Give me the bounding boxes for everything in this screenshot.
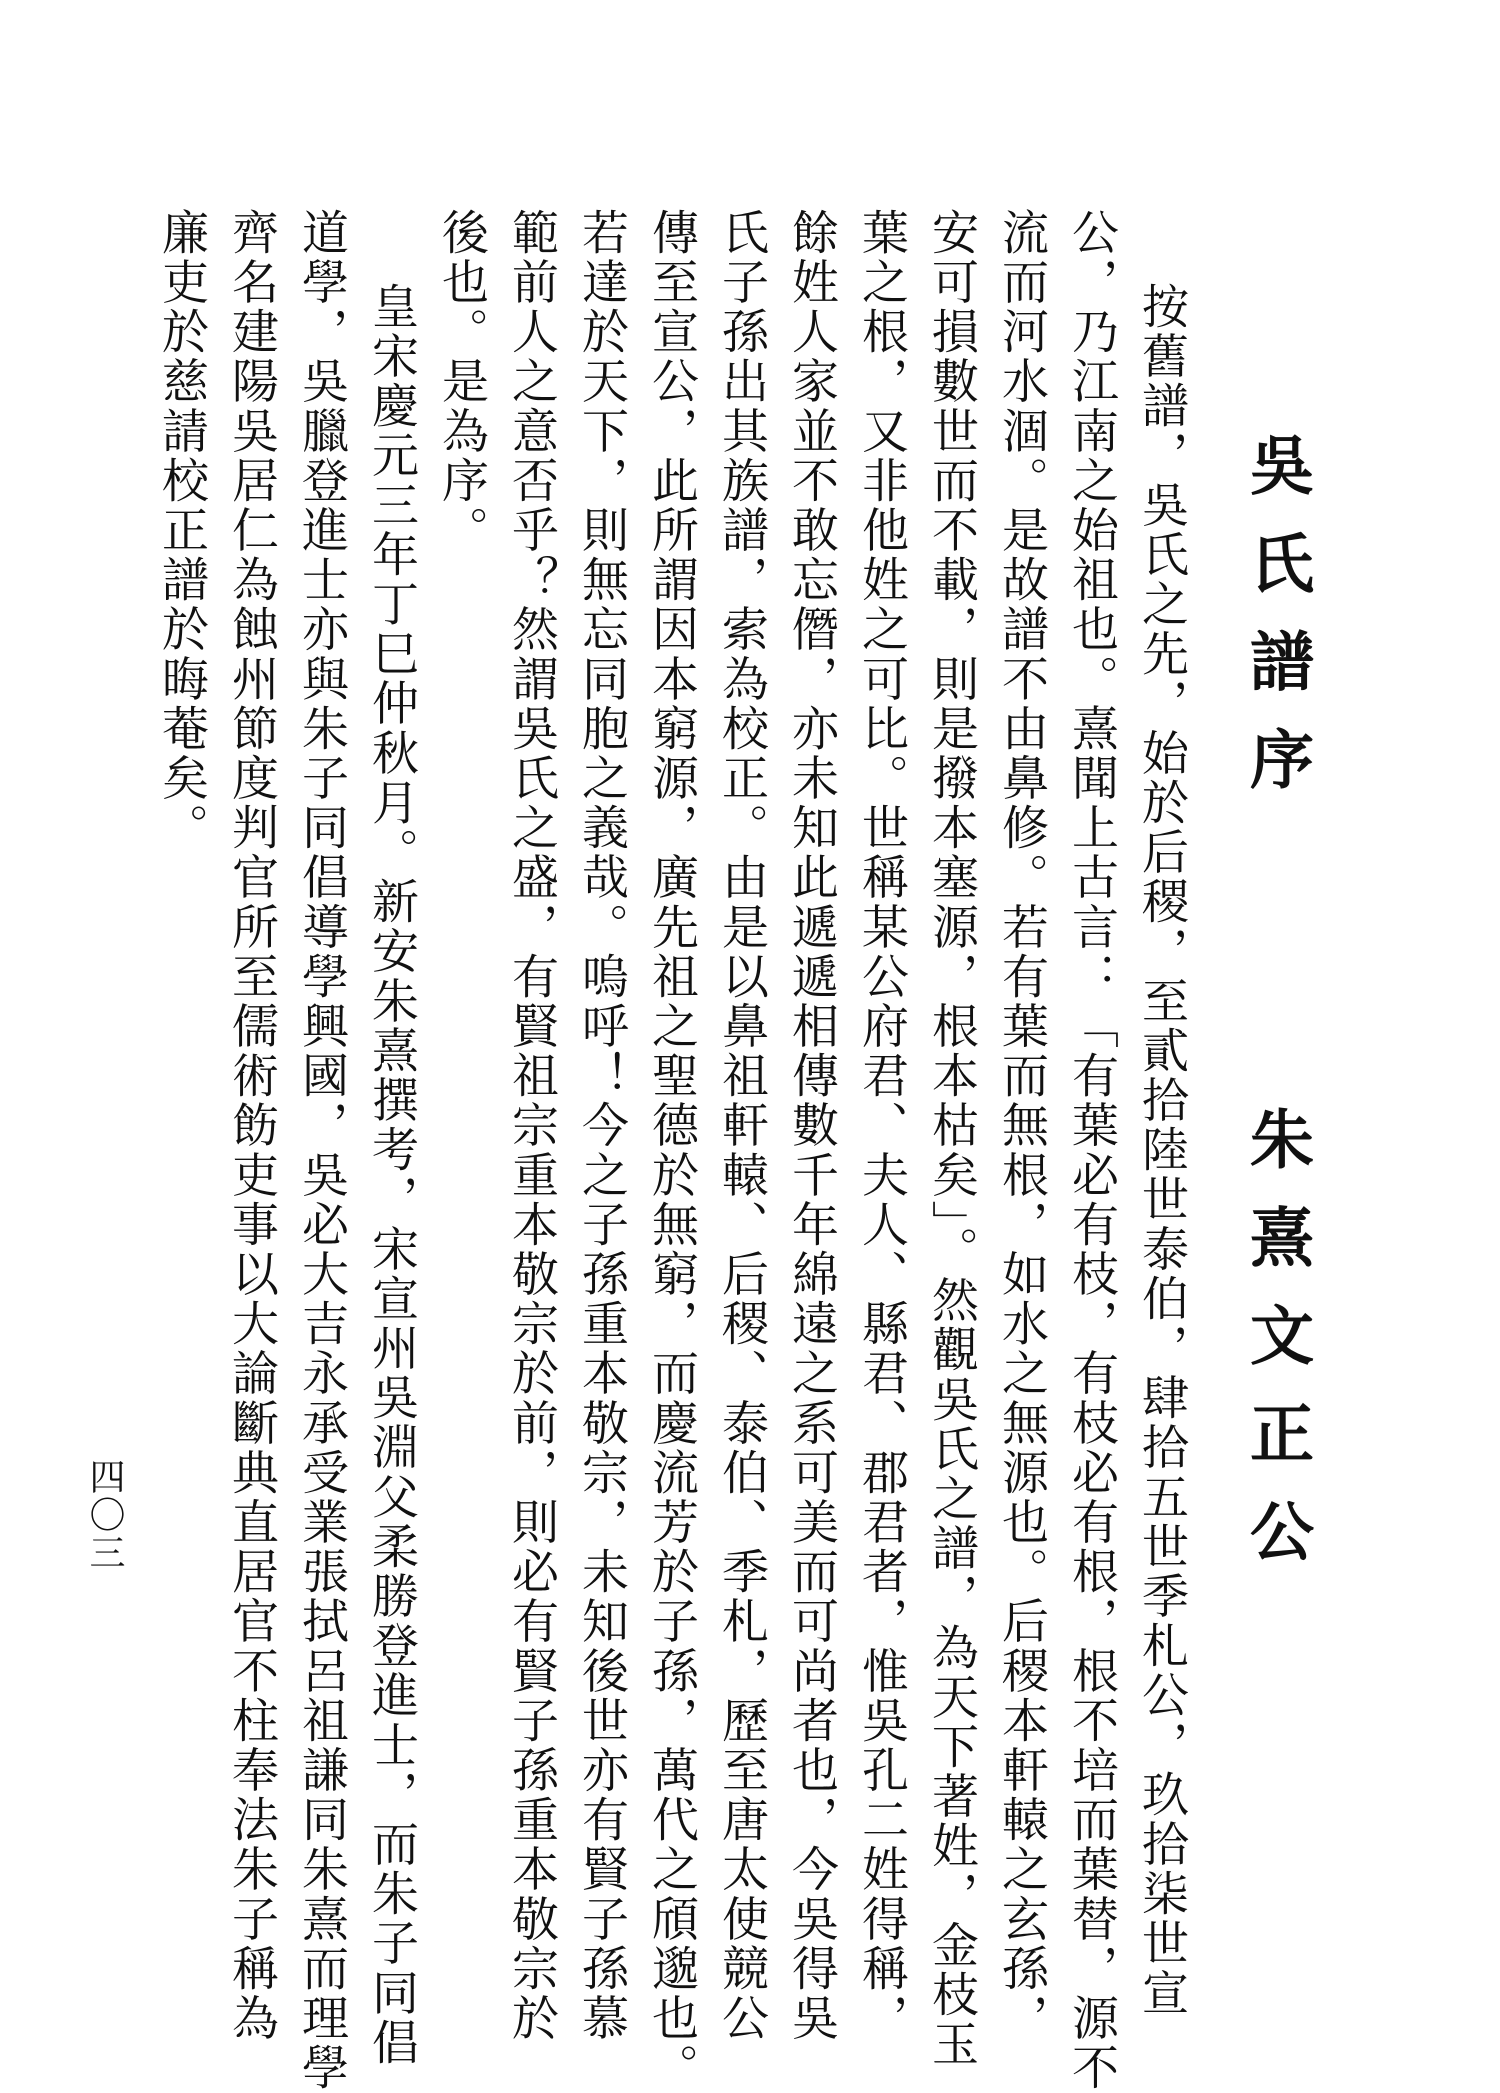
text-column-12: 皇宋慶元三年丁巳仲秋月。新安朱熹撰考，宋宣州吳淵父柔勝登進士，而朱子同倡: [364, 282, 419, 2068]
text-column-1: 按舊譜，吳氏之先，始於后稷，至貳拾陸世泰伯，肆拾五世季札公，玖拾柒世宣: [1134, 282, 1189, 2018]
text-column-4: 安可損數世而不載，則是撥本塞源，根本枯矣」。然觀吳氏之譜，為天下著姓，金枝玉: [924, 208, 979, 2070]
text-column-10: 範前人之意否乎？然謂吳氏之盛，有賢祖宗重本敬宗於前，則必有賢子孫重本敬宗於: [504, 208, 559, 2044]
text-column-6: 餘姓人家並不敢忘僭，亦未知此遞遞相傳數千年綿遠之系可美而可尚者也，今吳得吳: [784, 208, 839, 2044]
text-column-9: 若達於天下，則無忘同胞之義哉。嗚呼！今之子孫重本敬宗，未知後世亦有賢子孫慕: [574, 208, 629, 2044]
text-column-8: 傳至宣公，此所謂因本窮源，廣先祖之聖德於無窮，而慶流芳於子孫，萬代之頎邈也。: [644, 208, 699, 2093]
document-author: 朱熹文正公: [1239, 1106, 1314, 1596]
text-column-3: 流而河水涸。是故譜不由鼻修。若有葉而無根，如水之無源也。后稷本軒轅之玄孫，: [994, 208, 1049, 2044]
document-title: 吳氏譜序: [1239, 432, 1314, 824]
text-column-11: 後也。是為序。: [434, 208, 489, 556]
text-column-14: 齊名建陽吳居仁為蝕州節度判官所至儒術飭吏事以大論斷典直居官不柱奉法朱子稱為: [224, 208, 279, 2044]
text-column-5: 葉之根，又非他姓之可比。世稱某公府君、夫人、縣君、郡君者，惟吳孔二姓得稱，: [854, 208, 909, 2044]
text-column-15: 廉吏於慈請校正譜於晦菴矣。: [154, 208, 209, 853]
text-column-2: 公，乃江南之始祖也。熹聞上古言：「有葉必有枝，有枝必有根，根不培而葉替，源不: [1064, 208, 1119, 2093]
text-column-13: 道學，吳臘登進士亦與朱子同倡導學興國，吳必大吉永承受業張拭呂祖謙同朱熹而理學: [294, 208, 349, 2093]
text-column-7: 氏子孫出其族譜，索為校正。由是以鼻祖軒轅、后稷、泰伯、季札，歷至唐太使競公: [714, 208, 769, 2044]
page-number: 四〇三: [84, 1458, 125, 1572]
